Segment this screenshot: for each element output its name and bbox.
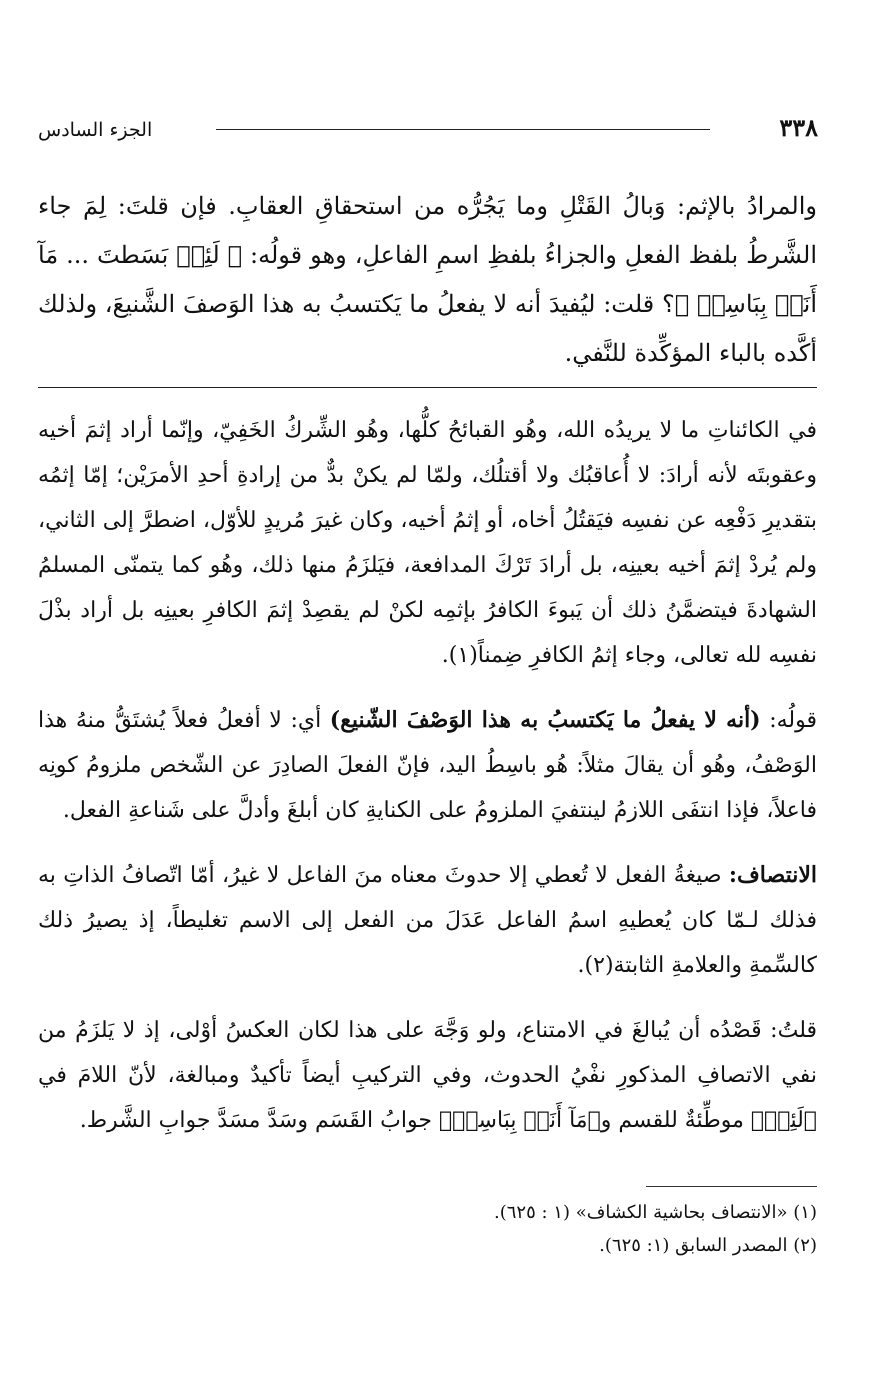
commentary-paragraph-2-rest: أي: لا أفعلُ فعلاً يُشتَقُّ منهُ هذا الوَصْفُ، وهُو أن يقالَ مثلاً: هُو باسِطُ اليد، فإنّ الفعلَ الصادِرَ عن الشّخص ملزومُ كونِه فاعلاً، فإذا انتفَى اللازمُ لينتفيَ الملزومُ على الكنايةِ كان أبلغَ وأدلَّ على شَناعةِ الفعل. <box>38 708 817 823</box>
footnote-1: (١) «الانتصاف بحاشية الكشاف» (١ : ٦٢٥). <box>494 1202 817 1223</box>
main-text: والمرادُ بالإثم: وَبالُ القَتْلِ وما يَجُرُّه من استحقاقِ العقابِ. فإن قلتَ: لِمَ جاء الشَّرطُ بلفظ الفعلِ والجزاءُ بلفظِ اسمِ الفاعلِ، وهو قولُه: ﴿ لَئِنۢ بَسَطتَ ... مَآ أَنَا۠ بِبَاسِطٖ ﴾؟ قلت: ليُفيدَ أنه لا يفعلُ ما يَكتسبُ به هذا الوَصفَ الشَّنيعَ، ولذلك أكَّده بالباء المؤكِّدة للنَّفي. <box>38 192 817 367</box>
commentary-paragraph-4: قلتُ: قَصْدُه أن يُبالغَ في الامتناع، ولو وَجَّهَ على هذا لكان العكسُ أوْلى، إذ لا يَلزَمُ من نفي الاتصافِ المذكورِ نفْيُ الحدوث، وفي التركيبِ أيضاً تأكيدٌ ومبالغة، لأنّ اللامَ في ﴿لَئِنۢ﴾ موطِّئةٌ للقسم و﴿مَآ أَنَا۠ بِبَاسِطٖ﴾ جوابُ القَسَم وسَدَّ مسَدَّ جوابِ الشَّرط. <box>38 1018 817 1133</box>
commentary-paragraph-3 <box>38 853 817 988</box>
page-header <box>38 112 818 152</box>
page-number: ٣٣٨ <box>779 113 818 142</box>
commentary-paragraph-2 <box>38 698 817 833</box>
footnote-2: (٢) المصدر السابق (١: ٦٢٥). <box>599 1235 817 1256</box>
commentary-paragraph-1: في الكائناتِ ما لا يريدُه الله، وهُو القبائحُ كلُّها، وهُو الشِّركُ الخَفِيّ، وإنّما أراد إثمَ أخيه وعقوبتَه لأنه أرادَ: لا أُعاقبُك ولا أقتلُك، ولمّا لم يكنْ بدٌّ من إرادةِ أحدِ الأمرَيْن؛ إمّا إثمُه بتقديرِ دَفْعِه عن نفسِه فيَقتُلُ أخاه، أو إثمُ أخيه، وكان غيرَ مُريدٍ للأوّل، اضطرَّ إلى الثاني، ولم يُردْ إثمَ أخيه بعينِه، بل أرادَ تَرْكَ المدافعة، فيَلزَمُ منها ذلك، وهُو كما يتمنّى المسلمُ الشهادةَ فيتضمَّنُ ذلك أن يَبوءَ الكافرُ بإثمِه لكنْ لم يقصِدْ إثمَ الكافرِ بعينِه بل أراد بذْلَ نفسِه لله تعالى، وجاء إثمُ الكافرِ ضِمناً(١). <box>38 418 817 668</box>
commentary-paragraph-2-lead: قولُه: <box>760 708 817 733</box>
running-title: الجزء السادس <box>38 119 153 141</box>
commentary-quote: (أنه لا يفعلُ ما يَكتسبُ به هذا الوَصْفَ الشّنيع) <box>329 707 761 733</box>
header-rule <box>216 129 710 130</box>
commentary-paragraph-3-rest: صيغةُ الفعل لا تُعطي إلا حدوثَ معناه منَ الفاعل لا غيرُ، أمّا اتّصافُ الذاتِ به فذلك لـمّا كان يُعطيهِ اسمُ الفاعل عَدَلَ من الفعل إلى الاسم تغليطاً، إذ يصيرُ ذلك كالسِّمةِ والعلامةِ الثابتة(٢). <box>38 863 817 978</box>
footnotes <box>38 1196 817 1262</box>
source-label: الانتصاف: <box>728 862 817 888</box>
commentary <box>38 408 817 1163</box>
footnote-rule <box>646 1186 817 1187</box>
section-divider <box>38 387 817 388</box>
